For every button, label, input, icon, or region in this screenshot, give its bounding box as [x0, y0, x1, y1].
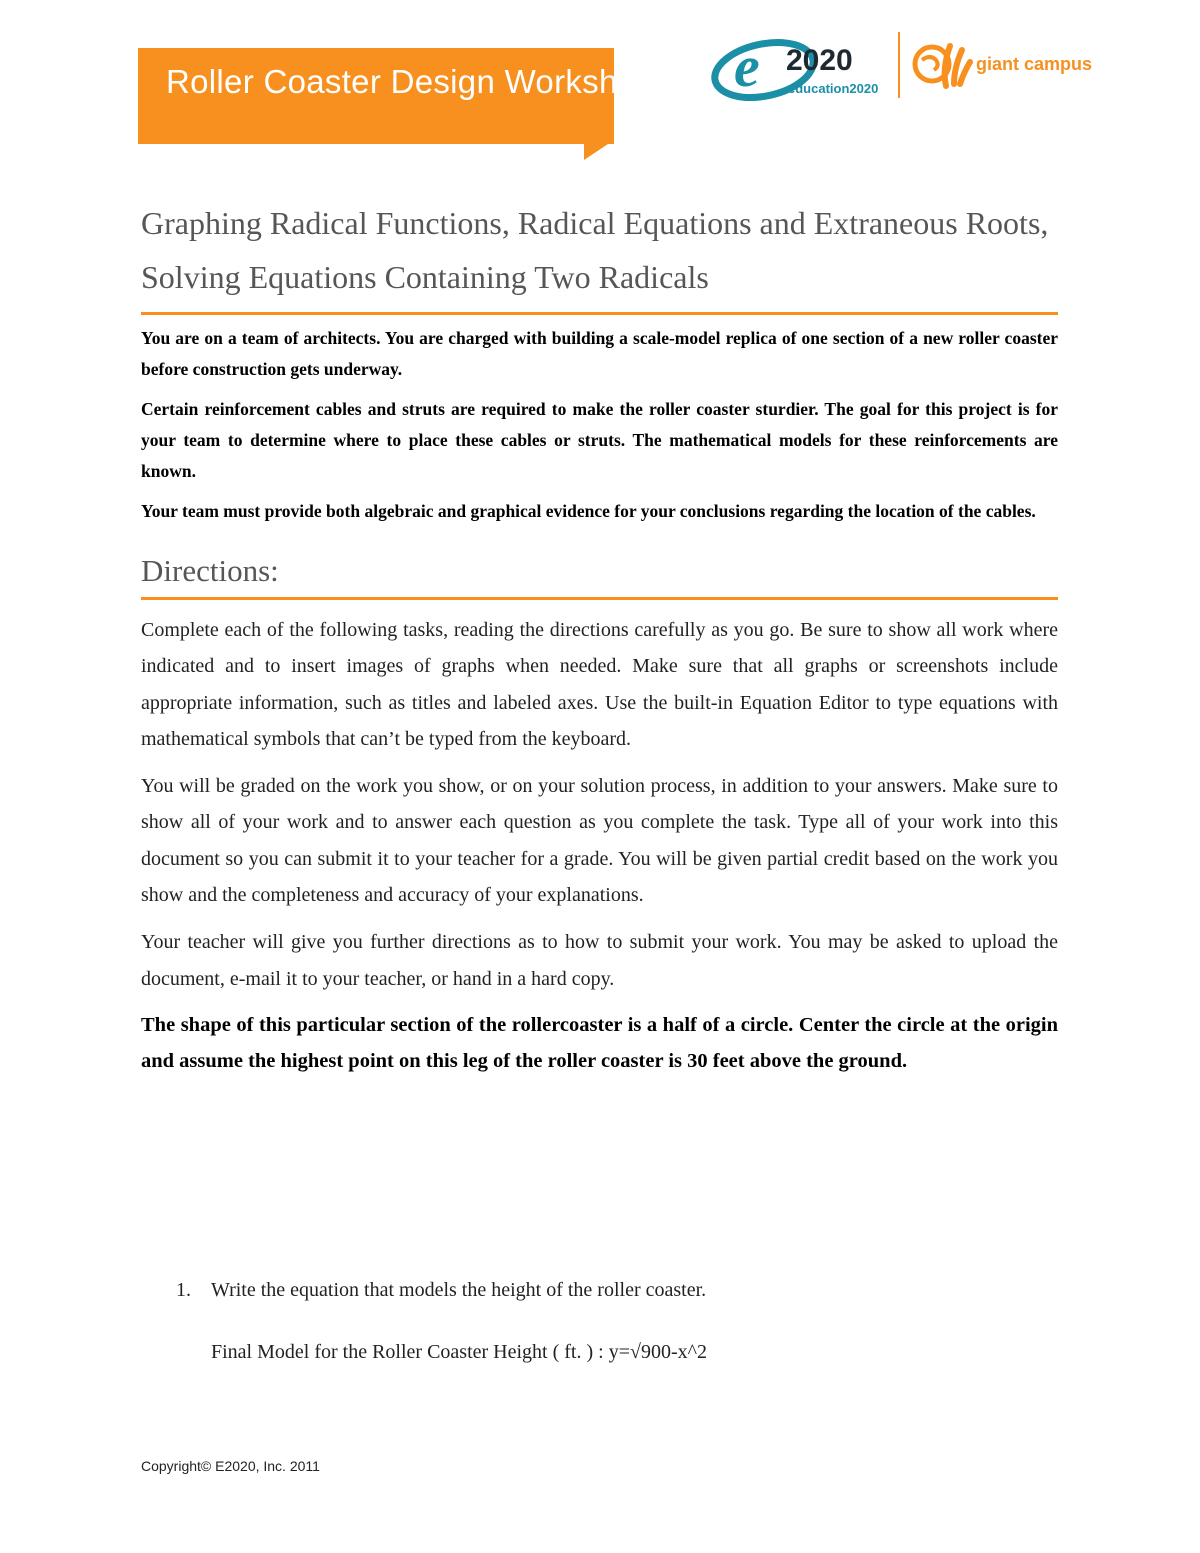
task-text: Write the equation that models the height of the roller coaster. — [211, 1279, 707, 1301]
intro-paragraph: You are on a team of architects. You are charged with building a scale-model replica of one section of a new roller coaster before construction gets underway. — [141, 328, 1058, 379]
directions-heading: Directions: — [141, 553, 279, 588]
copyright-footer: Copyright© E2020, Inc. 2011 — [141, 1458, 320, 1474]
problem-statement: The shape of this particular section of the rollercoaster is a half of a circle. Center the circle at the origin and assume the highest point on this leg of the roller coaster is 30 feet above the ground. — [141, 1013, 1058, 1073]
giant-campus-globe-icon — [910, 34, 972, 96]
header-banner — [138, 48, 665, 144]
directions-paragraph: Complete each of the following tasks, reading the directions carefully as you go. Be sure to show all work where indicated and to insert images of graphs when needed. Make sure that all graphs or screenshots include appropriate information, such as titles and labeled axes. Use the built-in Equation Editor to type equations with mathematical symbols that can’t be typed from the keyboard. — [141, 619, 1058, 750]
document-body — [141, 196, 1058, 1080]
directions-paragraph: Your teacher will give you further directions as to how to submit your work. You may be asked to upload the document, e-mail it to your teacher, or hand in a hard copy. — [141, 931, 1058, 990]
intro-paragraph: Your team must provide both algebraic and graphical evidence for your conclusions regarding the location of the cables. — [141, 501, 1036, 521]
e2020-logo-sub: education2020 — [788, 81, 879, 96]
document-title: Graphing Radical Functions, Radical Equations and Extraneous Roots, Solving Equations Containing Two Radicals — [141, 205, 1049, 295]
task-answer[interactable]: Final Model for the Roller Coaster Height ( ft. ) : y=√900-x^2 — [211, 1341, 707, 1363]
directions-divider — [141, 597, 1058, 600]
banner-corner-tab — [584, 140, 614, 160]
directions-paragraph: You will be graded on the work you show, or on your solution process, in addition to your answers. Make sure to show all of your work and to answer each question as you complete the task. Type all of your work into this document so you can submit it to your teacher for a grade. You will be given partial credit based on the work you show and the completeness and accuracy of your explanations. — [141, 775, 1058, 907]
task-item — [176, 1274, 706, 1306]
task-number: 1. — [176, 1279, 191, 1301]
e2020-logo — [712, 30, 892, 102]
directions-section — [141, 612, 1058, 997]
banner-title: Roller Coaster Design Worksheet — [166, 63, 665, 100]
giant-campus-logo-text: giant campus — [976, 54, 1093, 74]
intro-section — [141, 323, 1058, 527]
e2020-logo-number: 2020 — [786, 44, 853, 77]
logo-divider — [898, 32, 900, 98]
title-divider — [141, 312, 1058, 315]
intro-paragraph: Certain reinforcement cables and struts are required to make the roller coaster sturdier. The goal for this project is for your team to determine where to place these cables or struts. The mathematical models for these reinforcements are known. — [141, 399, 1058, 481]
e2020-logo-letter: e — [734, 34, 760, 99]
